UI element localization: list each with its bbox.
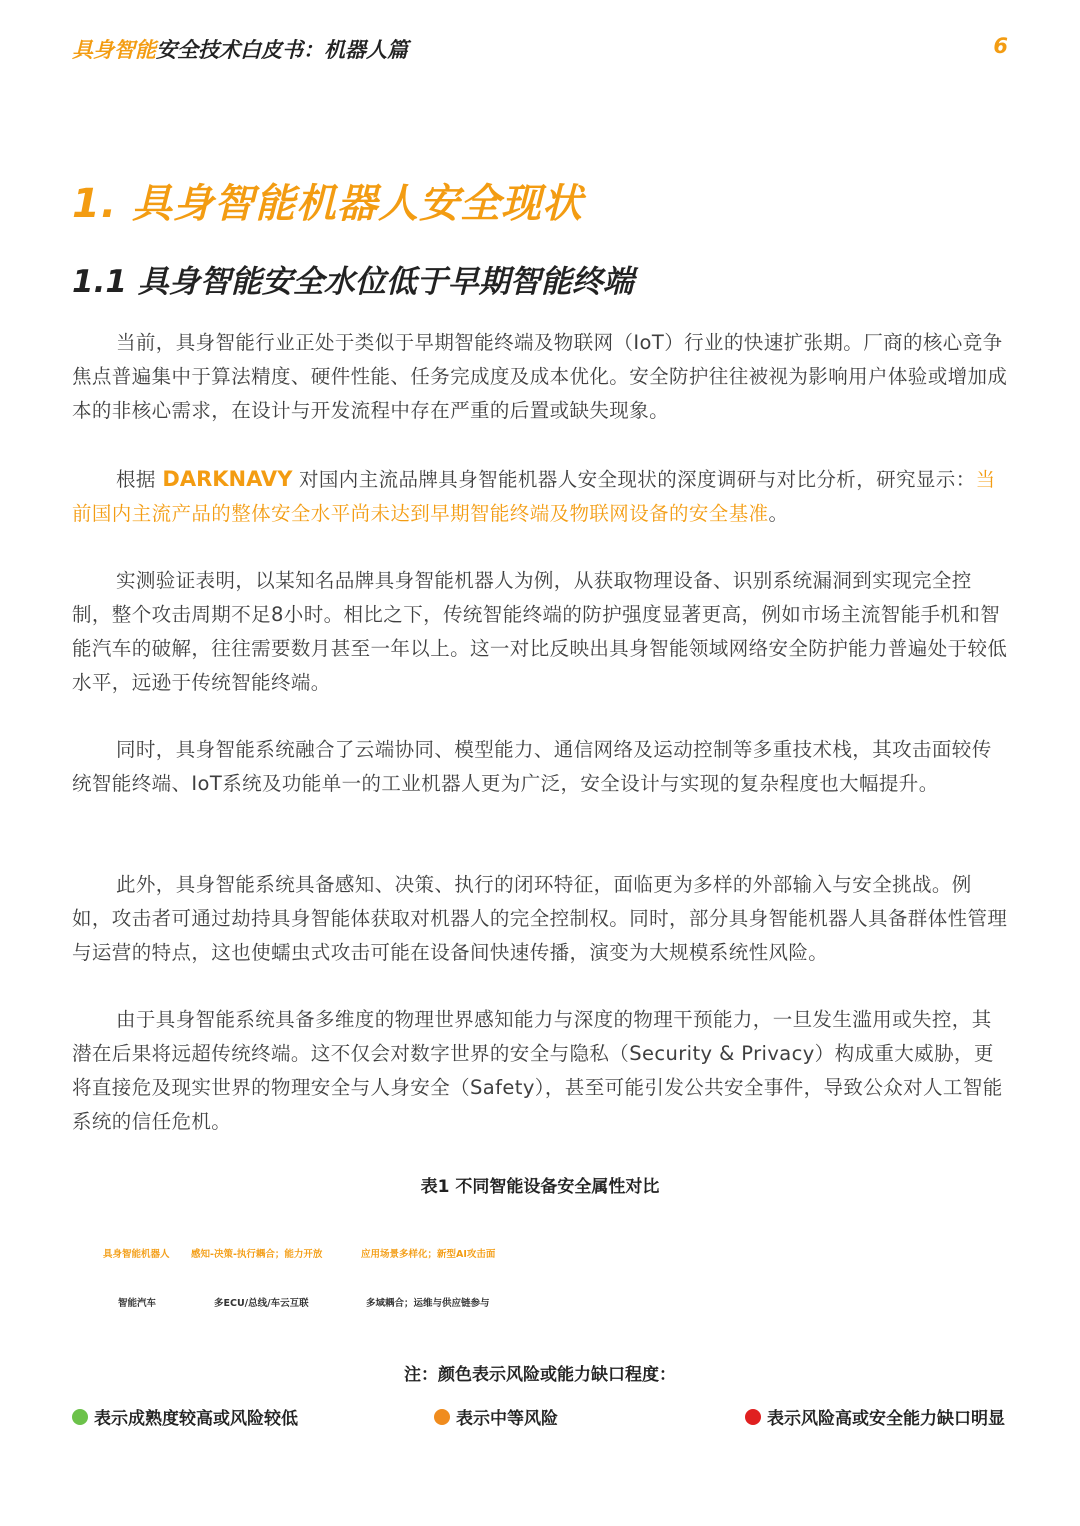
p2-mid: 对国内主流品牌具身智能机器人安全现状的深度调研与对比分析，研究显示： [292,468,976,491]
green-dot-icon [72,1409,88,1425]
page-number: 6 [993,34,1008,58]
p2-end: 。 [768,502,789,525]
header-title: 安全技术白皮书：机器人篇 [156,38,408,62]
paragraph-6: 由于具身智能系统具备多维度的物理世界感知能力与深度的物理干预能力，一旦发生滥用或失控，其潜在后果将远超传统终端。这不仅会对数字世界的安全与隐私（Security & Privacy）构成重大威胁，更将直接危及现实世界的物理安全与人身安全（Safety），甚至可能引发公共安全事件，导致公众对人工智能系统的信任危机。 [72,1008,1003,1133]
table-cell-feature: 感知-决策-执行耦合；能力开放 [191,1249,323,1260]
p2-highlight: 当前国内主流产品的整体安全水平尚未达到早期智能终端及物联网设备的安全基准 [72,468,996,525]
red-dot-icon [745,1409,761,1425]
paragraph-4: 同时，具身智能系统融合了云端协同、模型能力、通信网络及运动控制等多重技术栈，其攻击面较传统智能终端、IoT系统及功能单一的工业机器人更为广泛，安全设计与实现的复杂程度也大幅提升。 [72,738,992,795]
table-cell-feature: 多ECU/总线/车云互联 [214,1298,309,1309]
paragraph-5: 此外，具身智能系统具备感知、决策、执行的闭环特征，面临更为多样的外部输入与安全挑战。例如，攻击者可通过劫持具身智能体获取对机器人的完全控制权。同时，部分具身智能机器人具备群体性管理与运营的特点，这也使蠕虫式攻击可能在设备间快速传播，演变为大规模系统性风险。 [72,873,1008,964]
darknavy-logo: DARKNAVY [162,467,293,491]
table-cell-risk: 多域耦合；运维与供应链参与 [366,1298,490,1309]
table-cell-risk: 应用场景多样化；新型AI攻击面 [361,1249,496,1260]
table-cell-device: 智能汽车 [118,1298,157,1309]
note-title: 注：颜色表示风险或能力缺口程度： [404,1365,676,1385]
legend-item-medium [434,1404,558,1429]
orange-dot-icon [434,1409,450,1425]
legend-label: 表示成熟度较高或风险较低 [94,1409,298,1429]
legend-label: 表示风险高或安全能力缺口明显 [767,1409,1005,1429]
section-heading: 1. 具身智能机器人安全现状 [72,181,583,227]
header-brand: 具身智能 [72,38,156,62]
running-header [72,34,1008,68]
table-caption: 表1 不同智能设备安全属性对比 [420,1177,660,1197]
paragraph-2 [72,462,1008,531]
legend-item-high [745,1404,1005,1429]
table-cell-device: 具身智能机器人 [103,1249,170,1260]
paragraph-3: 实测验证表明，以某知名品牌具身智能机器人为例，从获取物理设备、识别系统漏洞到实现完全控制，整个攻击周期不足8小时。相比之下，传统智能终端的防护强度显著更高，例如市场主流智能手机和智能汽车的破解，往往需要数月甚至一年以上。这一对比反映出具身智能领域网络安全防护能力普遍处于较低水平，远逊于传统智能终端。 [72,569,1008,694]
legend-item-low [72,1404,298,1429]
paragraph-1: 当前，具身智能行业正处于类似于早期智能终端及物联网（IoT）行业的快速扩张期。厂商的核心竞争焦点普遍集中于算法精度、硬件性能、任务完成度及成本优化。安全防护往往被视为影响用户体验或增加成本的非核心需求，在设计与开发流程中存在严重的后置或缺失现象。 [72,331,1008,422]
subsection-heading: 1.1 具身智能安全水位低于早期智能终端 [72,264,634,300]
p2-prefix: 根据 [116,468,163,491]
legend-label: 表示中等风险 [456,1409,558,1429]
